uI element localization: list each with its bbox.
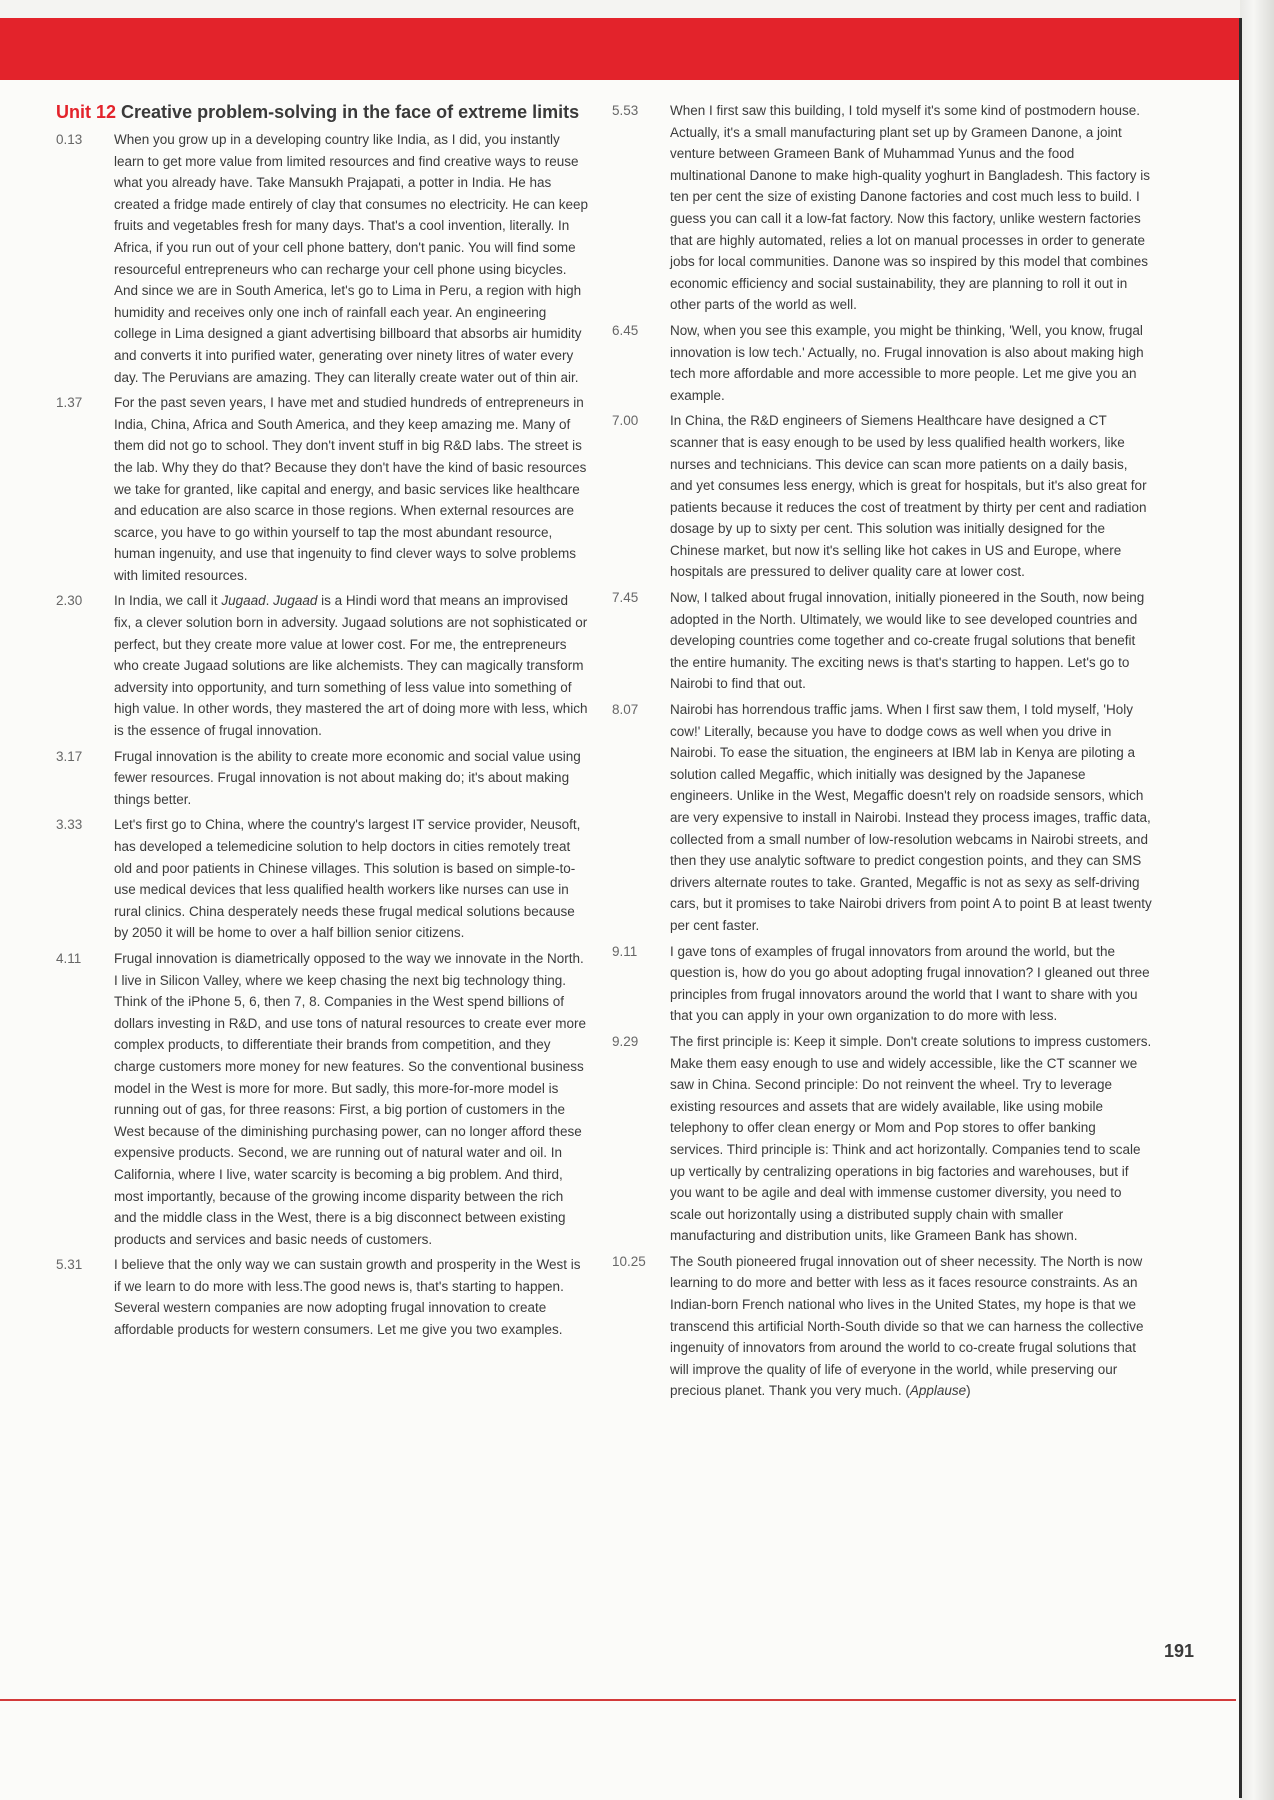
text-run: is a Hindi word that means an improvised fix, a clever solution born in adversity. Jugaad solutions are not sophisticated or perfect, but they create more value at lower cost. For me, the entrepreneurs who create Jugaad solutions are like alchemists. They can magically transform adversity into opportunity, and turn something of less value into something of high value. In other words, they mastered the art of doing more with less, which is the essence of frugal innovation. bbox=[114, 593, 588, 739]
paragraph-text: In China, the R&D engineers of Siemens Healthcare have designed a CT scanner that is easy enough to be used by less qualified health workers, like nurses and technicians. This device can scan more patients on a daily basis, and yet consumes less energy, which is great for hospitals, but it's also great for patients because it reduces the cost of treatment by thirty per cent and radiation dosage by up to sixty per cent. This solution was initially designed for the Chinese market, but now it's selling like hot cakes in US and Europe, where hospitals are pressured to deliver quality care at lower cost. bbox=[670, 413, 1147, 580]
unit-label: Unit 12 bbox=[56, 102, 117, 122]
transcript-paragraph bbox=[56, 746, 589, 811]
paragraph-text: Frugal innovation is the ability to create more economic and social value using fewer resources. Frugal innovation is not about making do; it's about making things better. bbox=[114, 748, 581, 807]
italic-term: Jugaad bbox=[221, 593, 266, 609]
transcript-paragraph bbox=[612, 587, 1152, 695]
transcript-paragraph bbox=[56, 1254, 589, 1340]
paragraph-text: Nairobi has horrendous traffic jams. When I first saw them, I told myself, 'Holy cow!' Literally, because you have to dodge cows as well when you drive in Nairobi. To ease the situation, the engineers at IBM lab in Kenya are piloting a solution called Megaffic, which initially was designed by the Japanese engineers. Unlike in the West, Megaffic doesn't rely on roadside sensors, which are very expensive to install in Nairobi. Instead they process images, traffic data, collected from a small number of low-resolution webcams in Nairobi streets, and then they use analytic software to predict congestion points, and they can SMS drivers alternate routes to take. Granted, Megaffic is not as sexy as self-driving cars, but it promises to take Nairobi drivers from point A to point B at least twenty per cent faster. bbox=[670, 702, 1152, 933]
transcript-paragraph bbox=[56, 590, 589, 741]
timestamp: 7.45 bbox=[612, 590, 639, 606]
timestamp: 7.00 bbox=[612, 413, 639, 429]
timestamp: 1.37 bbox=[56, 395, 83, 411]
timestamp: 3.17 bbox=[56, 748, 83, 764]
transcript-paragraph bbox=[612, 941, 1152, 1027]
paragraph-text: When you grow up in a developing country like India, as I did, you instantly learn to get more value from limited resources and find creative ways to reuse what you already have. Take Mansukh Prajapati, a potter in India. He has created a fridge made entirely of clay that consumes no electricity. He can keep fruits and vegetables fresh for many days. That's a cool invention, literally. In Africa, if you run out of your cell phone battery, don't panic. You will find some resourceful entrepreneurs who can recharge your cell phone using bicycles. And since we are in South America, let's go to Lima in Peru, a region with high humidity and receives only one inch of rainfall each year. An engineering college in Lima designed a giant advertising billboard that absorbs air humidity and converts it into purified water, generating over ninety litres of water every day. The Peruvians are amazing. They can literally create water out of thin air. bbox=[114, 132, 588, 385]
timestamp: 3.33 bbox=[56, 817, 83, 833]
unit-heading bbox=[56, 100, 589, 125]
left-column bbox=[56, 100, 589, 1345]
text-run: In India, we call it bbox=[114, 593, 222, 609]
transcript-paragraph bbox=[612, 699, 1152, 937]
timestamp: 8.07 bbox=[612, 702, 639, 718]
page-binding-edge bbox=[1240, 0, 1274, 1800]
paragraph-text: The first principle is: Keep it simple. Don't create solutions to impress customers. Make them easy enough to use and widely accessible, like the CT scanner we saw in China. Second principle: Do not reinvent the wheel. Try to leverage existing resources and assets that are widely available, like using mobile telephony to offer clean energy or Mom and Pop stores to offer banking services. Third principle is: Think and act horizontally. Companies tend to scale up vertically by centralizing operations in big factories and warehouses, but if you want to be agile and deal with immense customer diversity, you need to scale out horizontally using a distributed supply chain with smaller manufacturing and distribution units, like Grameen Bank has shown. bbox=[670, 1033, 1152, 1244]
right-column bbox=[612, 100, 1152, 1406]
timestamp: 5.31 bbox=[56, 1257, 83, 1273]
transcript-paragraph bbox=[56, 814, 589, 944]
timestamp: 2.30 bbox=[56, 593, 83, 609]
paragraph-text: I gave tons of examples of frugal innovators from around the world, but the question is, how do you go about adopting frugal innovation? I gleaned out three principles from frugal innovators around the world that I want to share with you that you can apply in your own organization to do more with less. bbox=[670, 943, 1150, 1024]
transcript-paragraph bbox=[56, 392, 589, 586]
timestamp: 5.53 bbox=[612, 103, 639, 118]
unit-title: Creative problem-solving in the face of extreme limits bbox=[121, 102, 580, 122]
timestamp: 9.11 bbox=[612, 943, 638, 959]
paragraph-text: Now, I talked about frugal innovation, initially pioneered in the South, now being adopted in the North. Ultimately, we would like to see developed countries and developing countries come together and co-create frugal solutions that benefit the entire humanity. The exciting news is that's starting to happen. Let's go to Nairobi to find that out. bbox=[670, 590, 1145, 692]
timestamp: 4.11 bbox=[56, 950, 82, 966]
timestamp: 9.29 bbox=[612, 1033, 639, 1049]
paragraph-text: Frugal innovation is diametrically opposed to the way we innovate in the North. I live in Silicon Valley, where we keep chasing the next big technology thing. Think of the iPhone 5, 6, then 7, 8. Companies in the West spend billions of dollars investing in R&D, and use tons of natural resources to create ever more complex products, to differentiate their brands from competition, and they charge customers more money for new features. So the conventional business model in the West is more for more. But sadly, this more-for-more model is running out of gas, for three reasons: First, a big portion of customers in the West because of the diminishing purchasing power, can no longer afford these expensive products. Second, we are running out of natural water and oil. In California, where I live, water scarcity is becoming a big problem. And third, most importantly, because of the growing income disparity between the rich and the middle class in the West, there is a big disconnect between existing products and services and basic needs of customers. bbox=[114, 950, 586, 1247]
transcript-paragraph bbox=[612, 320, 1152, 406]
paragraph-text: For the past seven years, I have met and studied hundreds of entrepreneurs in India, China, Africa and South America, and they keep amazing me. Many of them did not go to school. They don't invent stuff in big R&D labs. The street is the lab. Why they do that? Because they don't have the kind of basic resources we take for granted, like capital and energy, and basic services like healthcare and education are also scarce in those regions. When external resources are scarce, you have to go within yourself to tap the most abundant resource, human ingenuity, and use that ingenuity to find clever ways to solve problems with limited resources. bbox=[114, 395, 587, 583]
timestamp: 0.13 bbox=[56, 132, 83, 147]
binding-shadow-line bbox=[1239, 18, 1242, 1798]
page-number: 191 bbox=[1163, 1641, 1194, 1661]
paragraph-text: I believe that the only way we can sustain growth and prosperity in the West is if we learn to do more with less.The good news is, that's starting to happen. Several western companies are now adopting frugal innovation to create affordable products for western consumers. Let me give you two examples. bbox=[114, 1257, 581, 1338]
transcript-paragraph bbox=[56, 129, 589, 388]
footer-rule bbox=[0, 1699, 1236, 1701]
transcript-paragraph bbox=[612, 1031, 1152, 1247]
paragraph-text bbox=[670, 1251, 1152, 1402]
text-run: The South pioneered frugal innovation out of sheer necessity. The North is now learning to do more and better with less as it faces resource constraints. As an Indian-born French national who lives in the United States, my hope is that we transcend this artificial North-South divide so that we can harness the collective ingenuity of innovators from around the world to co-create frugal solutions that will improve the quality of life of everyone in the world, while preserving our precious planet. Thank you very much. ( bbox=[670, 1253, 1144, 1399]
paragraph-text: When I first saw this building, I told myself it's some kind of postmodern house. Actually, it's a small manufacturing plant set up by Grameen Danone, a joint venture between Grameen Bank of Muhammad Yunus and the food multinational Danone to make high-quality yoghurt in Bangladesh. This factory is ten per cent the size of existing Danone factories and cost much less to build. I guess you can call it a low-fat factory. Now this factory, unlike western factories that are highly automated, relies a lot on manual processes in order to generate jobs for local communities. Danone was so inspired by this model that combines economic efficiency and social sustainability, they are planning to roll it out in other parts of the world as well. bbox=[670, 103, 1151, 313]
italic-term: Jugaad bbox=[273, 593, 318, 609]
transcript-paragraph bbox=[612, 410, 1152, 583]
timestamp: 6.45 bbox=[612, 322, 639, 338]
header-band bbox=[0, 18, 1240, 80]
paragraph-text bbox=[114, 590, 589, 741]
paragraph-text: Let's first go to China, where the country's largest IT service provider, Neusoft, has developed a telemedicine solution to help doctors in cities remotely treat old and poor patients in Chinese villages. This solution is based on simple-to-use medical devices that less qualified health workers like nurses can use in rural clinics. China desperately needs these frugal medical solutions because by 2050 it will be home to over a half billion senior citizens. bbox=[114, 817, 581, 941]
paragraph-text: Now, when you see this example, you might be thinking, 'Well, you know, frugal innovation is low tech.' Actually, no. Frugal innovation is also about making high tech more affordable and more accessible to more people. Let me give you an example. bbox=[670, 322, 1144, 403]
page-top-margin bbox=[0, 0, 1274, 18]
text-run: ) bbox=[966, 1383, 971, 1399]
text-run: . bbox=[265, 593, 274, 609]
transcript-paragraph bbox=[612, 1251, 1152, 1402]
italic-term: Applause bbox=[909, 1383, 967, 1399]
transcript-paragraph bbox=[56, 948, 589, 1250]
timestamp: 10.25 bbox=[612, 1253, 646, 1269]
transcript-paragraph bbox=[612, 100, 1152, 316]
